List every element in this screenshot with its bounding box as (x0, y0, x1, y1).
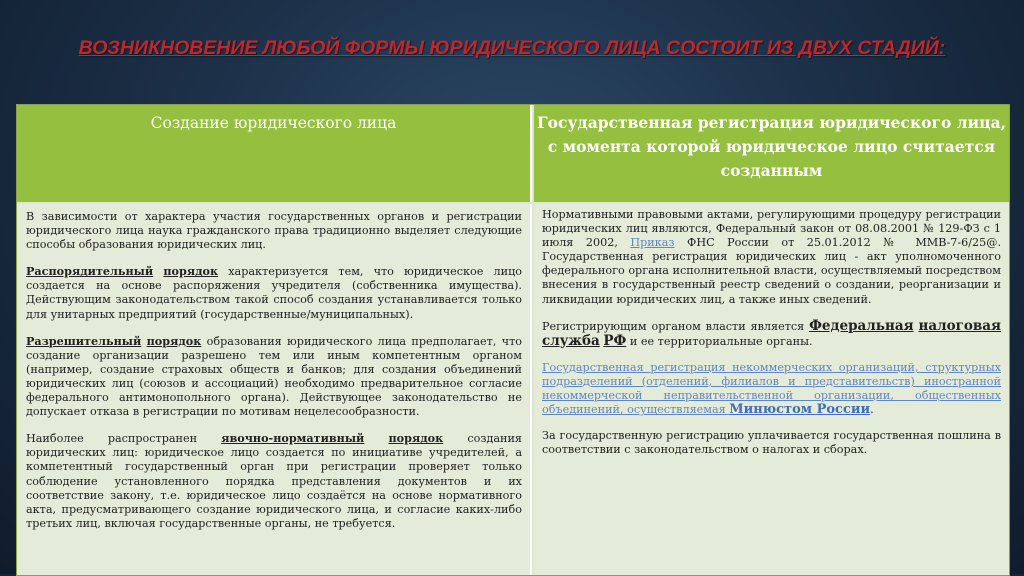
term-rf: РФ (603, 332, 627, 349)
header-right: Государственная регистрация юридического лица, с момента которой юридическое лицо считается созданным (534, 105, 1009, 202)
minjust-link[interactable]: Минюстом России (729, 402, 871, 418)
term-permissive: Разрешительный (26, 333, 142, 348)
header-left: Создание юридического лица (17, 105, 532, 202)
text: характеризуется тем, что юридическое лицо создается на основе распоряжения учредителя (собственника имущества). Действующим законодательством такой способ создания устанавливается только для унитарных предприятий (государственные/муниципальных). (26, 265, 523, 321)
term-order: порядок (388, 431, 444, 446)
term-federal: Федеральная (809, 317, 914, 334)
text: и ее территориальные органы. (626, 334, 813, 348)
text: образования юридического лица предполагает, что создание организации разрешено тем или иным компетентным органом (например, создание страховых обществ и банков; для создания объединений юридических лиц (союзов и ассоциаций) необходимо предварительное согласие федерального антимонопольного органа). Действующее законодательство не допускает отказа в регистрации по мотивам нецелесообразности. (26, 334, 522, 419)
right-paragraph-nonprofit (542, 361, 1001, 417)
left-paragraph-intro: В зависимости от характера участия государственных органов и регистрации юридического лица наука гражданского права традиционно выделяет следующие способы образования юридических лиц. (26, 210, 522, 252)
cell-left (17, 204, 532, 575)
term-dispositive: Распорядительный (26, 264, 154, 279)
right-paragraph-acts (542, 208, 1001, 307)
left-paragraph-dispositive (26, 264, 522, 321)
term-order: порядок (146, 333, 202, 348)
text: Нормативными правовыми актами, регулирующими процедуру регистрации юридических лиц являются, Федеральный закон от 08.08.2001 № 129-ФЗ с 1 июля 2002, (542, 208, 1001, 250)
right-paragraph-authority (542, 319, 1001, 349)
term-service: служба (542, 332, 600, 349)
term-order: порядок (163, 264, 219, 279)
left-paragraph-normative (26, 431, 522, 531)
term-tax: налоговая (918, 317, 1001, 334)
content-table (16, 104, 1010, 576)
text: . (870, 403, 874, 417)
term-normative: явочно-нормативный (221, 431, 365, 446)
slide-title: ВОЗНИКНОВЕНИЕ ЛЮБОЙ ФОРМЫ ЮРИДИЧЕСКОГО ЛИЦА СОСТОИТ ИЗ ДВУХ СТАДИЙ: (78, 37, 946, 59)
text: ФНС России от 25.01.2012 № ММВ-7-6/25@. Государственная регистрация юридических лиц - акт уполномоченного федерального органа исполнительной власти, осуществляемый посредством внесения в государственный реестр сведений о создании, реорганизации и ликвидации юридических лиц, а также иных сведений. (542, 236, 1001, 306)
right-paragraph-fee: За государственную регистрацию уплачивается государственная пошлина в соответствии с законодательством о налогах и сборах. (542, 429, 1001, 457)
text: создания юридических лиц: юридическое лицо создается по инициативе учредителей, а компетентный государственный орган при регистрации проверяет только соблюдение установленного порядка представления документов и их соответствие закону, т.е. юридическое лицо создаётся на основе нормативного акта, предусматривающего создание юридического лица, и согласие каких-либо третьих лиц, включая государственные органы, не требуется. (26, 432, 522, 530)
nonprofit-registration-link[interactable]: Государственная регистрация некоммерческих организаций, структурных подразделений (отделений, филиалов и представительств) иностранной некоммерческой неправительственной организации, общественных объединений, осуществляемая (542, 360, 1001, 417)
text: Регистрирующим органом власти является (542, 319, 810, 333)
order-link[interactable]: Приказ (630, 236, 675, 250)
left-paragraph-permissive (26, 334, 522, 420)
text: Наиболее распространен (26, 432, 222, 446)
cell-right (534, 204, 1009, 575)
